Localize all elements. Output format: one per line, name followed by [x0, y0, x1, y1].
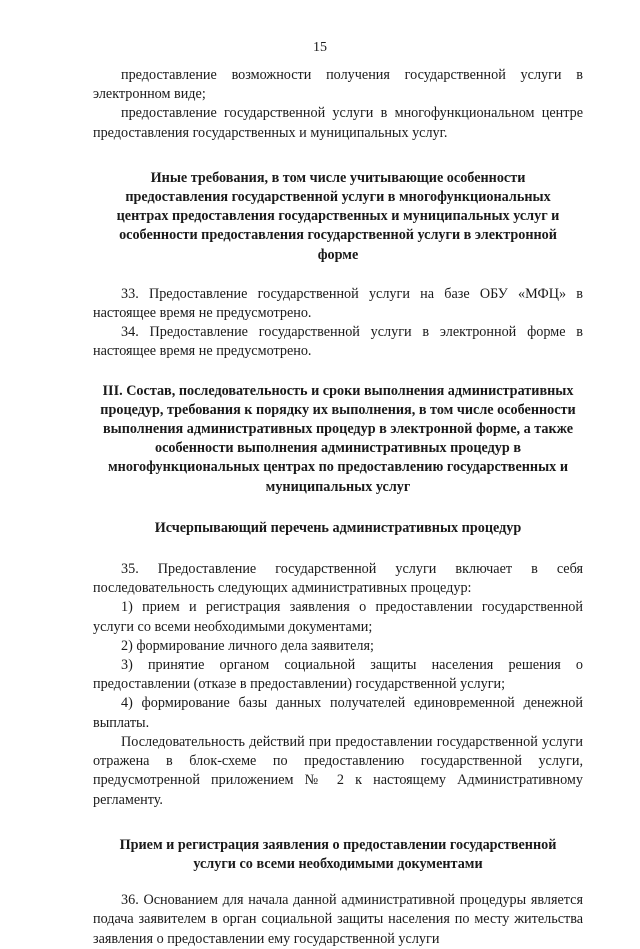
- heading-other-requirements: Иные требования, в том числе учитывающие особенности предоставления государственной услуги в многофункциональных центрах предоставления государственных и муниципальных услуг и особенности предоставления государственной услуги в электронной форме: [116, 169, 560, 263]
- page-content: [93, 66, 583, 949]
- paragraph-34: 34. Предоставление государственной услуги в электронной форме в настоящее время не предусмотрено.: [93, 324, 583, 360]
- paragraph-35: 35. Предоставление государственной услуги включает в себя последовательность следующих административных процедур:: [93, 561, 583, 597]
- list-item-3: 3) принятие органом социальной защиты населения решения о предоставлении (отказе в предоставлении) государственной услуги;: [93, 657, 583, 693]
- paragraph-sequence: Последовательность действий при предоставлении государственной услуги отражена в блок-схеме по предоставлению государственной услуги, предусмотренной приложением № 2 к настоящему Административному регламенту.: [93, 733, 583, 808]
- paragraph-33: 33. Предоставление государственной услуги на базе ОБУ «МФЦ» в настоящее время не предусмотрено.: [93, 285, 583, 322]
- list-item-2: 2) формирование личного дела заявителя;: [121, 637, 374, 654]
- intro-paragraph-1: предоставление возможности получения государственной услуги в электронном виде;: [93, 67, 583, 103]
- intro-paragraph-2: предоставление государственной услуги в многофункциональном центре предоставления государственных и муниципальных услуг.: [93, 105, 583, 141]
- heading-procedures-list: Исчерпывающий перечень административных процедур: [154, 519, 522, 536]
- section-3-title: III. Состав, последовательность и сроки выполнения административных процедур, требования к порядку их выполнения, в том числе особенности выполнения административных процедур в электронной форме, а также особенности выполнения административных процедур в многофункциональных центрах по предоставлению государственных и муниципальных услуг: [100, 382, 576, 495]
- paragraph-36: 36. Основанием для начала данной административной процедуры является подача заявителем в орган социальной защиты населения по месту жительства заявления о предоставлении ему государственной услуги: [93, 892, 583, 947]
- heading-reception-registration: Прием и регистрация заявления о предоставлении государственной услуги со всеми необходимыми документами: [119, 836, 557, 872]
- list-item-4: 4) формирование базы данных получателей единовременной денежной выплаты.: [93, 695, 583, 731]
- list-item-1: 1) прием и регистрация заявления о предоставлении государственной услуги со всеми необходимыми документами;: [93, 599, 583, 635]
- page-number: 15: [313, 40, 327, 55]
